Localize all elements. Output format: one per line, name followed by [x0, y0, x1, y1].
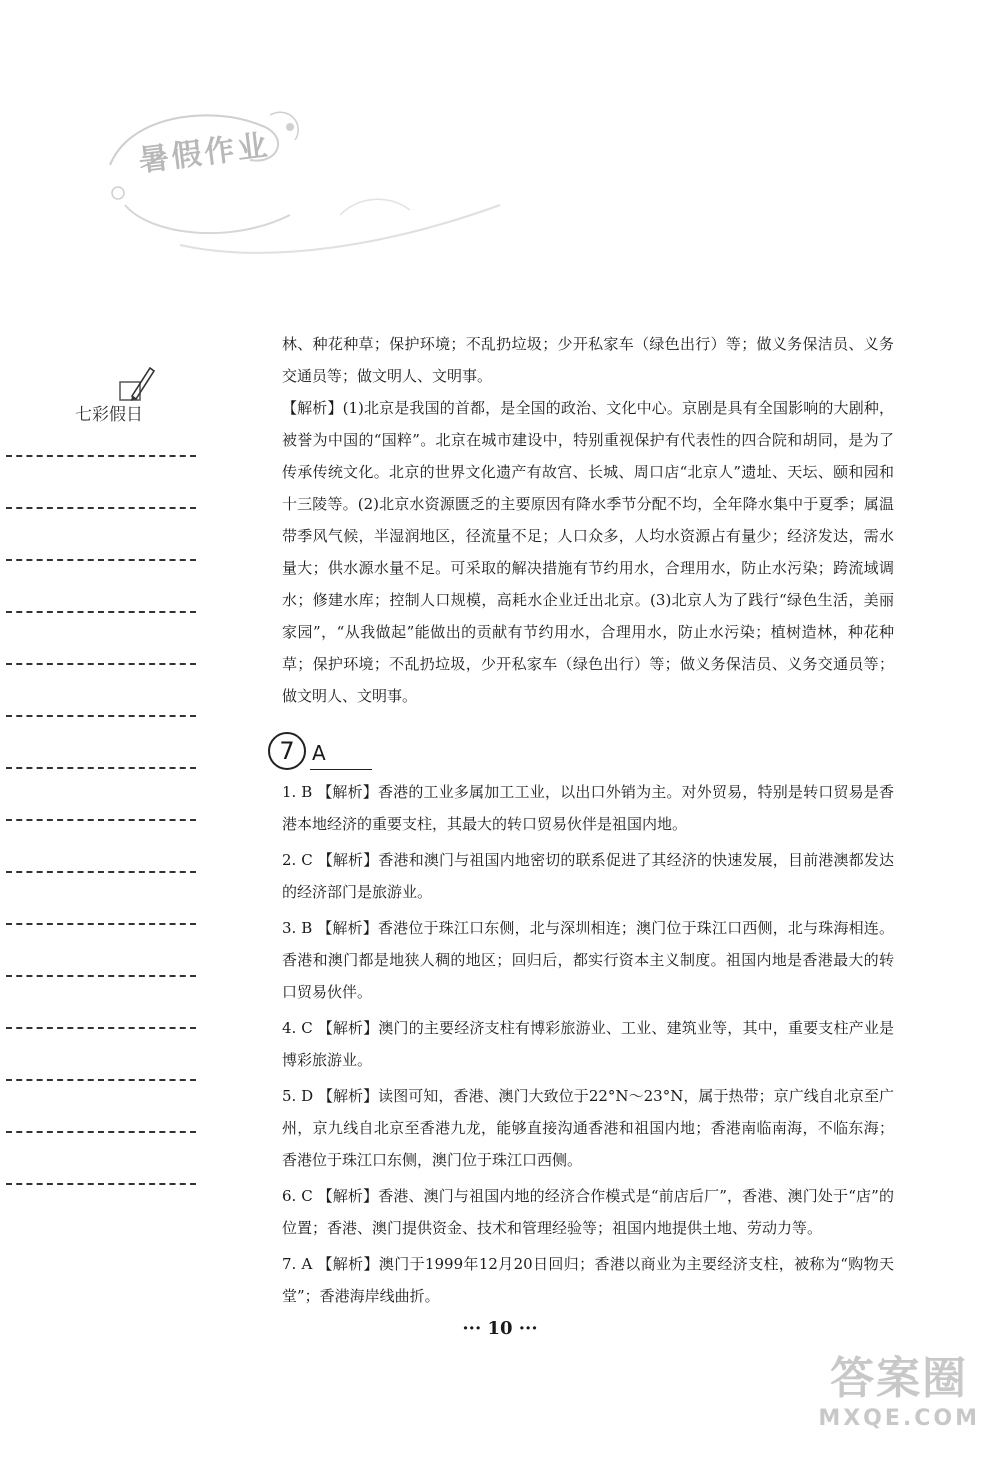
- note-line: [6, 507, 196, 509]
- analysis-paragraph: 【解析】(1)北京是我国的首都，是全国的政治、文化中心。京剧是具有全国影响的大剧种，被誉为中国的“国粹”。北京在城市建设中，特别重视保护有代表性的四合院和胡同，是为了传承传统文化。北京的世界文化遗产有故宫、长城、周口店“北京人”遗址、天坛、颐和园和十三陵等。(2)北京水资源匮乏的主要原因有降水季节分配不均，全年降水集中于夏季；属温带季风气候，半湿润地区，径流量不足；人口众多，人均水资源占有量少；经济发达，需水量大；供水源水量不足。可采取的解决措施有节约用水，合理用水，防止水污染；跨流域调水；修建水库；控制人口规模，高耗水企业迁出北京。(3)北京人为了践行“绿色生活，美丽家园”，“从我做起”能做出的贡献有节约用水，合理用水，防止水污染；植树造林，种花种草；保护环境；不乱扔垃圾，少开私家车（绿色出行）等；做义务保洁员、义务交通员等；做文明人、文明事。: [282, 399, 894, 705]
- note-line: [6, 1183, 196, 1185]
- note-line: [6, 1131, 196, 1133]
- answer-text: 【解析】澳门于1999年12月20日回归；香港以商业为主要经济支柱，被称为“购物天堂”；香港海岸线曲折。: [282, 1255, 894, 1305]
- section-number: 7: [268, 732, 306, 770]
- header-ornament: [90, 95, 510, 275]
- note-line: [6, 871, 196, 873]
- note-line: [6, 611, 196, 613]
- note-line: [6, 923, 196, 925]
- header-title: 暑假作业: [136, 128, 273, 179]
- answer-item: [282, 844, 894, 908]
- answer-label: 1. B: [282, 783, 313, 801]
- answer-item: [282, 912, 894, 1008]
- answer-label: 5. D: [282, 1087, 314, 1105]
- sidebar-label: 七彩假日: [75, 405, 143, 425]
- watermark: [818, 1342, 980, 1431]
- note-line: [6, 975, 196, 977]
- answer-text: 【解析】读图可知，香港、澳门大致位于22°N～23°N，属于热带；京广线自北京至广州，京九线自北京至香港九龙，能够直接沟通香港和祖国内地；香港南临南海，不临东海；香港位于珠江口东侧，澳门位于珠江口西侧。: [282, 1087, 894, 1169]
- answer-label: 2. C: [282, 851, 313, 869]
- watermark-url: MXQE.COM: [818, 1406, 980, 1431]
- continuation-paragraph: 林、种花种草；保护环境；不乱扔垃圾；少开私家车（绿色出行）等；做义务保洁员、义务交通员等；做文明人、文明事。: [282, 335, 894, 385]
- answer-item: [282, 1248, 894, 1312]
- section-heading: [268, 726, 894, 770]
- page-number: ··· 10 ···: [462, 1318, 538, 1339]
- note-line: [6, 1027, 196, 1029]
- pen-icon: [118, 362, 158, 404]
- answer-text: 【解析】香港的工业多属加工工业，以出口外销为主。对外贸易，特别是转口贸易是香港本地经济的重要支柱，其最大的转口贸易伙伴是祖国内地。: [282, 783, 894, 833]
- watermark-logo-text: 答案圈: [830, 1353, 969, 1404]
- answer-item: [282, 1080, 894, 1176]
- answer-text: 【解析】香港位于珠江口东侧，北与深圳相连；澳门位于珠江口西侧，北与珠海相连。香港和澳门都是地狭人稠的地区；回归后，都实行资本主义制度。祖国内地是香港最大的转口贸易伙伴。: [282, 919, 894, 1001]
- answer-item: [282, 1180, 894, 1244]
- answer-text: 【解析】香港和澳门与祖国内地密切的联系促进了其经济的快速发展，目前港澳都发达的经济部门是旅游业。: [282, 851, 894, 901]
- answer-label: 3. B: [282, 919, 313, 937]
- note-lines: [6, 455, 196, 1235]
- note-line: [6, 1079, 196, 1081]
- answer-item: [282, 1012, 894, 1076]
- answer-label: 6. C: [282, 1187, 313, 1205]
- note-line: [6, 715, 196, 717]
- answer-text: 【解析】香港、澳门与祖国内地的经济合作模式是“前店后厂”，香港、澳门处于“店”的位置；香港、澳门提供资金、技术和管理经验等；祖国内地提供土地、劳动力等。: [282, 1187, 894, 1237]
- note-line: [6, 767, 196, 769]
- answer-text: 【解析】澳门的主要经济支柱有博彩旅游业、工业、建筑业等，其中，重要支柱产业是博彩旅游业。: [282, 1019, 894, 1069]
- main-content: [279, 328, 894, 1316]
- section-letter: A: [310, 737, 372, 770]
- answer-item: [282, 776, 894, 840]
- note-line: [6, 663, 196, 665]
- answer-label: 4. C: [282, 1019, 313, 1037]
- note-line: [6, 559, 196, 561]
- note-line: [6, 455, 196, 457]
- note-line: [6, 819, 196, 821]
- answer-label: 7. A: [282, 1255, 313, 1273]
